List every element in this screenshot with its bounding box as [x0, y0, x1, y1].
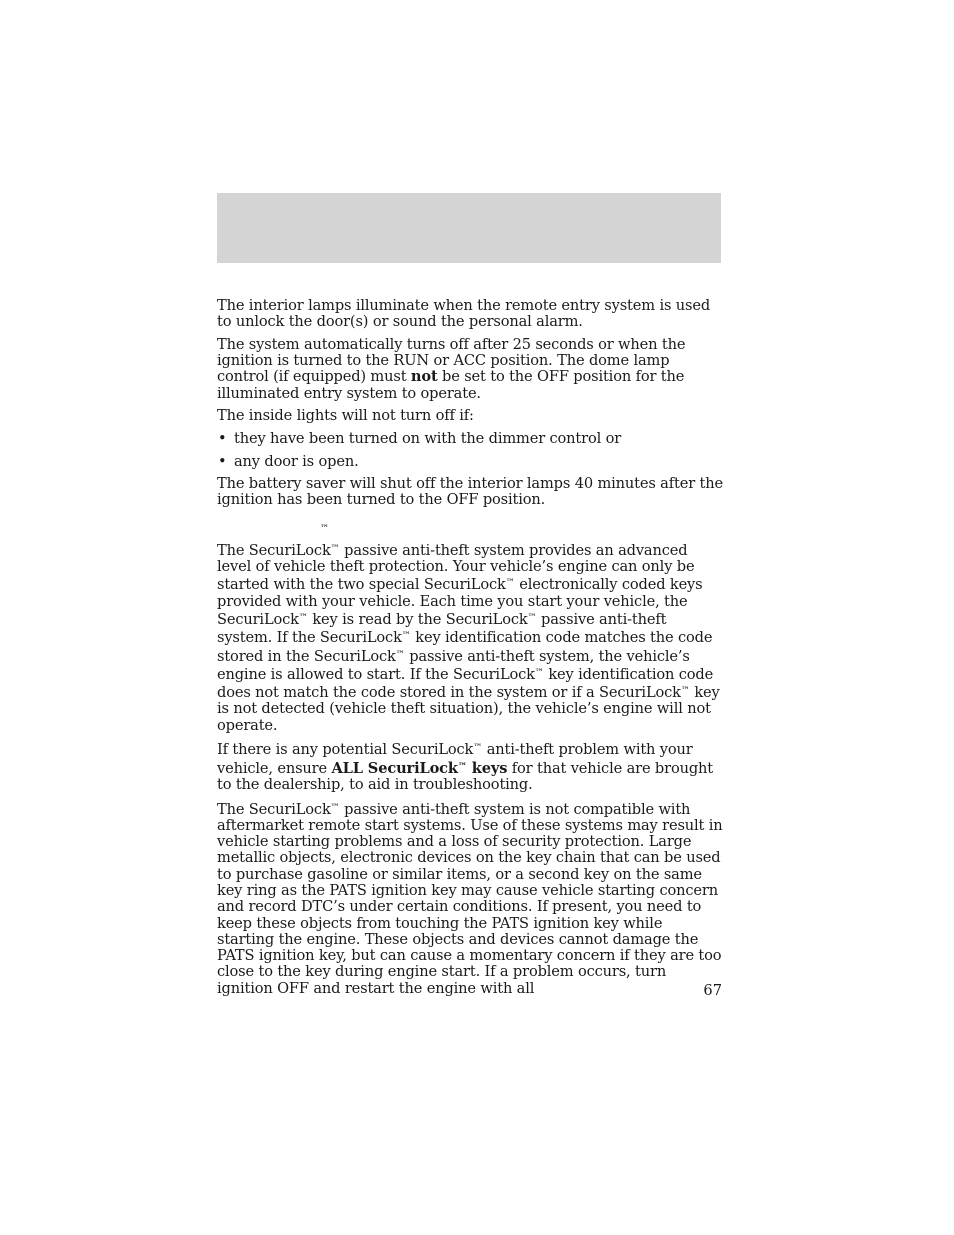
- emphasis-all-keys: ALL SecuriLock™ keys: [331, 759, 508, 777]
- list-item: • they have been turned on with the dimmer control or: [218, 429, 622, 447]
- paragraph: The battery saver will shut off the interior lamps 40 minutes after the ignition has been turned to the OFF position.: [217, 475, 723, 509]
- trademark-symbol: ™: [320, 523, 329, 534]
- paragraph: If there is any potential SecuriLock™ anti-theft problem with your vehicle, ensure ALL SecuriLock™ keys for that vehicle are brought to the dealership, to aid in troubleshooting.: [217, 741, 713, 793]
- section-header-band: [217, 193, 721, 263]
- emphasis-not: not: [410, 368, 438, 386]
- paragraph: The inside lights will not turn off if:: [217, 407, 474, 425]
- paragraph: The SecuriLock™ passive anti-theft system provides an advanced level of vehicle theft protection. Your vehicle’s engine can only be started with the two special SecuriLock™ electronically coded keys provided with your vehicle. Each time you start your vehicle, the SecuriLock™ key is read by the SecuriLock™ passive anti-theft system. If the SecuriLock™ key identification code matches the code stored in the SecuriLock™ passive anti-theft system, the vehicle’s engine is allowed to start. If the SecuriLock™ key identification code does not match the code stored in the system or if a SecuriLock™ key is not detected (vehicle theft situation), the vehicle’s engine will not operate.: [217, 541, 720, 734]
- paragraph: The SecuriLock™ passive anti-theft system is not compatible with aftermarket remote start systems. Use of these systems may result in vehicle starting problems and a loss of security protection. Large metallic objects, electronic devices on the key chain that can be used to purchase gasoline or similar items, or a second key on the same key ring as the PATS ignition key may cause vehicle starting concern and record DTC’s under certain conditions. If present, you need to keep these objects from touching the PATS ignition key while starting the engine. These objects and devices cannot damage the PATS ignition key, but can cause a momentary concern if they are too close to the key during engine start. If a problem occurs, turn ignition OFF and restart the engine with all: [217, 800, 723, 997]
- paragraph: The interior lamps illuminate when the remote entry system is used to unlock the door(s) or sound the personal alarm.: [217, 297, 711, 331]
- bullet-icon: •: [218, 452, 227, 470]
- section-heading: [217, 519, 723, 541]
- bullet-icon: •: [218, 429, 227, 447]
- list-item: • any door is open.: [218, 452, 359, 470]
- page-content: [217, 298, 723, 1003]
- paragraph: The system automatically turns off after 25 seconds or when the ignition is turned to the RUN or ACC position. The dome lamp control (if equipped) must not be set to the OFF position for the illuminated entry system to operate.: [217, 335, 686, 402]
- page-number: 67: [703, 982, 722, 999]
